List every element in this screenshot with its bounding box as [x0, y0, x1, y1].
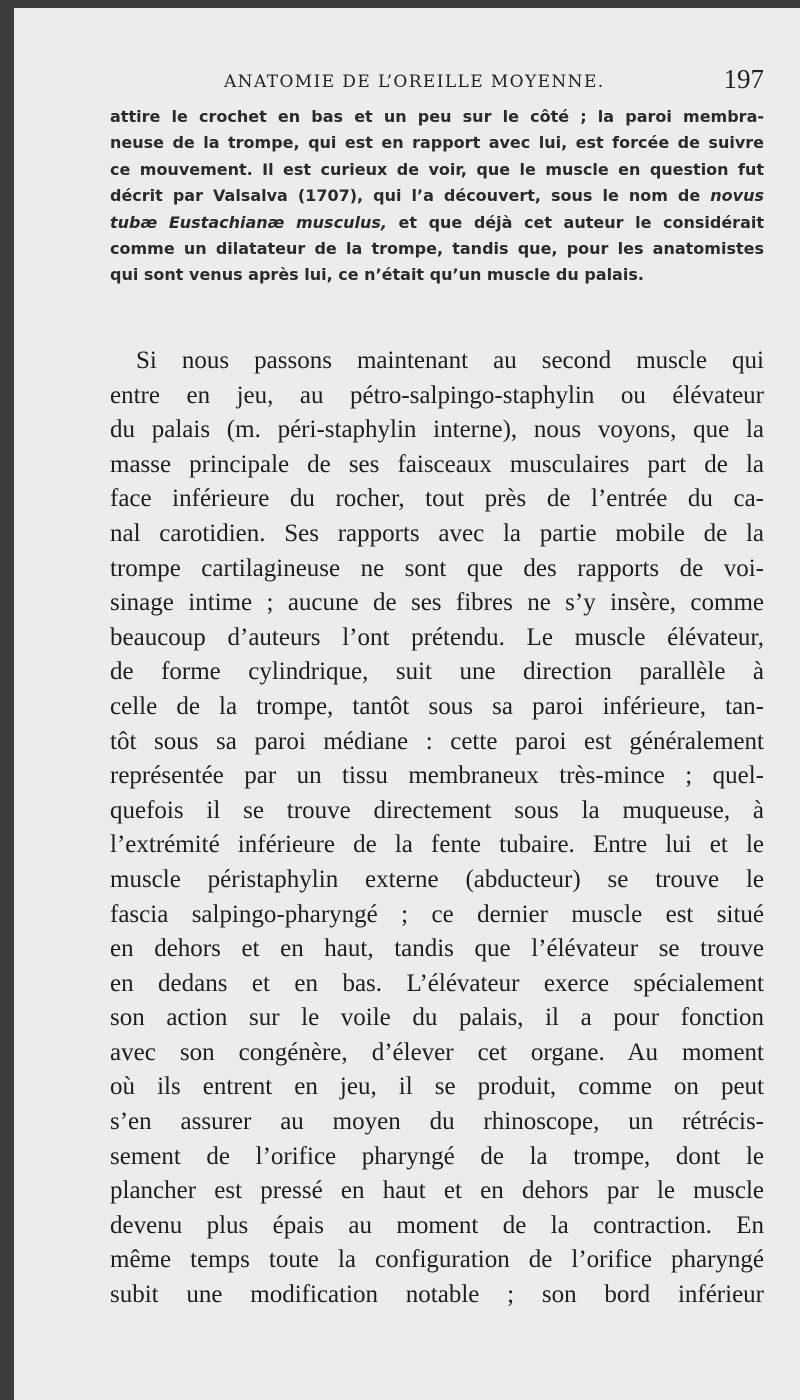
book-page [14, 8, 800, 1400]
running-title: ANATOMIE DE L’OREILLE MOYENNE. [224, 72, 605, 92]
text-line: du palais (m. péri-staphylin interne), nous voyons, que la [110, 416, 764, 444]
text-line: de forme cylindrique, suit une direction parallèle à [110, 658, 764, 686]
text-line: représentée par un tissu membraneux très-mince ; quel- [110, 762, 764, 790]
text-line: celle de la trompe, tantôt sous sa paroi inférieure, tan- [110, 692, 764, 720]
text-line: comme un dilatateur de la trompe, tandis que, pour les anatomistes [110, 238, 764, 258]
text-line: s’en assurer au moyen du rhinoscope, un rétrécis- [110, 1108, 764, 1136]
text-line: subit une modification notable ; son bord inférieur [110, 1281, 764, 1309]
text-line: masse principale de ses faisceaux musculaires part de la [110, 450, 764, 478]
text-line: face inférieure du rocher, tout près de l’entrée du ca- [110, 485, 764, 513]
text-line: trompe cartilagineuse ne sont que des rapports de voi- [110, 554, 764, 582]
footnote-paragraph [110, 104, 764, 289]
text-line: plancher est pressé en haut et en dehors par le muscle [110, 1177, 764, 1205]
latin-term: tubæ Eustachianæ musculus, [110, 212, 387, 232]
text-line: l’extrémité inférieure de la fente tubaire. Entre lui et le [110, 831, 764, 859]
text-line: sinage intime ; aucune de ses fibres ne s’y insère, comme [110, 589, 764, 617]
text-line [110, 210, 764, 236]
text-segment: et que déjà cet auteur le considérait [398, 212, 764, 232]
text-line: où ils entrent en jeu, il se produit, comme on peut [110, 1073, 764, 1101]
text-line: attire le crochet en bas et un peu sur le côté ; la paroi membra- [110, 107, 764, 126]
text-line: même temps toute la configuration de l’orifice pharyngé [110, 1246, 764, 1274]
text-line: muscle péristaphylin externe (abducteur) se trouve le [110, 865, 764, 893]
main-paragraph [110, 344, 764, 1313]
text-line: entre en jeu, au pétro-salpingo-staphylin ou élévateur [110, 381, 764, 409]
text-line: Si nous passons maintenant au second muscle qui [136, 347, 764, 374]
text-line: fascia salpingo-pharyngé ; ce dernier muscle est situé [110, 900, 764, 928]
text-line: ce mouvement. Il est curieux de voir, que le muscle en question fut [110, 159, 764, 179]
text-line: neuse de la trompe, qui est en rapport avec lui, est forcée de suivre [110, 133, 764, 153]
text-line: quefois il se trouve directement sous la muqueuse, à [110, 796, 764, 824]
page-number: 197 [723, 64, 764, 94]
text-line: devenu plus épais au moment de la contraction. En [110, 1211, 764, 1239]
latin-term: novus [710, 186, 765, 206]
text-segment: décrit par Valsalva (1707), qui l’a découvert, sous le nom de [110, 186, 701, 206]
text-line: avec son congénère, d’élever cet organe. Au moment [110, 1038, 764, 1066]
text-line: en dedans et en bas. L’élévateur exerce spécialement [110, 969, 764, 997]
text-line [110, 183, 764, 209]
text-line: nal carotidien. Ses rapports avec la partie mobile de la [110, 519, 764, 547]
text-line: tôt sous sa paroi médiane : cette paroi est généralement [110, 727, 764, 755]
page-header [224, 64, 764, 104]
text-line: beaucoup d’auteurs l’ont prétendu. Le muscle élévateur, [110, 623, 764, 651]
text-line: son action sur le voile du palais, il a pour fonction [110, 1004, 764, 1032]
text-line: sement de l’orifice pharyngé de la trompe, dont le [110, 1142, 764, 1170]
text-line: qui sont venus après lui, ce n’était qu’un muscle du palais. [110, 265, 644, 285]
text-line: en dehors et en haut, tandis que l’élévateur se trouve [110, 935, 764, 963]
